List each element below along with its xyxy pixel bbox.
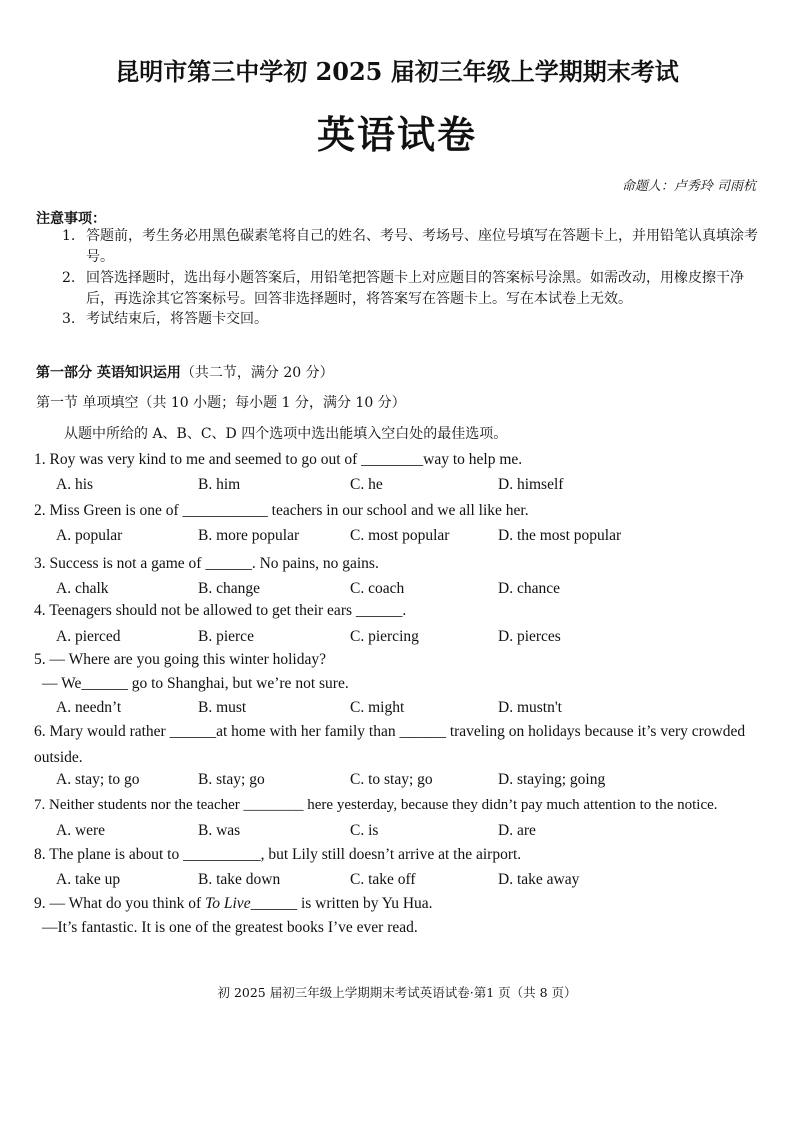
option-b: B. take down bbox=[198, 871, 281, 888]
question-stem: 8. The plane is about to __________, but Lily still doesn’t arrive at the airport. bbox=[34, 846, 522, 863]
page-footer: 初 2025 届初三年级上学期期末考试英语试卷·第1 页（共 8 页） bbox=[217, 985, 577, 1000]
notice-item-text: 考试结束后，将答题卡交回。 bbox=[86, 311, 268, 327]
option-d: D. are bbox=[498, 822, 536, 839]
option-a: A. take up bbox=[56, 871, 121, 888]
section-instruction: 从题中所给的 A、B、C、D 四个选项中选出能填入空白处的最佳选项。 bbox=[64, 426, 508, 442]
option-a: A. were bbox=[56, 822, 106, 839]
option-b: B. was bbox=[198, 822, 241, 839]
option-b: B. must bbox=[198, 699, 247, 716]
option-d: D. pierces bbox=[498, 628, 561, 645]
option-c: C. is bbox=[350, 822, 379, 839]
notice-heading: 注意事项： bbox=[36, 211, 106, 227]
notice-item bbox=[62, 226, 768, 268]
question-setters: 命题人：卢秀玲 司雨杭 bbox=[621, 179, 756, 194]
option-b: B. stay; go bbox=[198, 771, 265, 788]
notice-item-text: 答题前，考生务必用黑色碳素笔将自己的姓名、考号、考场号、座位号填写在答题卡上，并用铅笔认真填涂考号。 bbox=[86, 228, 758, 265]
question-stem bbox=[34, 895, 433, 913]
option-c: C. might bbox=[350, 699, 405, 716]
option-c: C. to stay; go bbox=[350, 771, 433, 788]
question-stem: 6. Mary would rather ______at home with her family than ______ traveling on holidays because it’s very crowded outside. bbox=[34, 723, 746, 766]
question-reply: — We______ go to Shanghai, but we’re not sure. bbox=[42, 675, 349, 692]
question-reply: —It’s fantastic. It is one of the greatest books I’ve ever read. bbox=[42, 919, 418, 936]
part-note: （共二节，满分 20 分） bbox=[180, 365, 334, 381]
book-title: To Live bbox=[205, 895, 251, 912]
option-c: C. he bbox=[350, 476, 383, 493]
notice-item-number: 3. bbox=[62, 311, 76, 327]
option-c: C. most popular bbox=[350, 527, 450, 544]
exam-subtitle: 英语试卷 bbox=[316, 112, 477, 157]
question-stem: 7. Neither students nor the teacher ________ here yesterday, because they didn’t pay much attention to the notice. bbox=[34, 797, 718, 813]
part-heading bbox=[36, 362, 334, 382]
option-a: A. pierced bbox=[56, 628, 121, 645]
question-stem: 5. — Where are you going this winter holiday? bbox=[34, 651, 326, 668]
question-stem-part: ______ is written by Yu Hua. bbox=[250, 895, 433, 912]
question-stem: 3. Success is not a game of ______. No pains, no gains. bbox=[34, 555, 379, 572]
option-c: C. piercing bbox=[350, 628, 419, 645]
option-d: D. staying; going bbox=[498, 771, 606, 788]
option-a: A. his bbox=[56, 476, 94, 493]
question-stem-part: 9. — What do you think of bbox=[34, 895, 206, 912]
part-title: 第一部分 英语知识运用 bbox=[36, 365, 181, 381]
option-b: B. him bbox=[198, 476, 241, 493]
option-a: A. stay; to go bbox=[56, 771, 140, 788]
option-b: B. more popular bbox=[198, 527, 300, 544]
option-a: A. popular bbox=[56, 527, 123, 544]
question-stem: 2. Miss Green is one of ___________ teachers in our school and we all like her. bbox=[34, 502, 529, 519]
option-c: C. take off bbox=[350, 871, 416, 888]
option-d: D. the most popular bbox=[498, 527, 622, 544]
notice-item-number: 2. bbox=[62, 270, 76, 286]
option-d: D. himself bbox=[498, 476, 564, 493]
option-b: B. change bbox=[198, 580, 260, 597]
option-a: A. chalk bbox=[56, 580, 109, 597]
option-a: A. needn’t bbox=[56, 699, 122, 716]
notice-item bbox=[62, 309, 768, 330]
option-d: D. take away bbox=[498, 871, 580, 888]
notice-item-text: 回答选择题时，选出每小题答案后，用铅笔把答题卡上对应题目的答案标号涂黑。如需改动，用橡皮擦干净后，再选涂其它答案标号。回答非选择题时，将答案写在答题卡上。写在本试卷上无效。 bbox=[86, 270, 744, 307]
notice-item bbox=[62, 268, 768, 310]
notice-item-number: 1. bbox=[62, 228, 76, 244]
question-stem: 1. Roy was very kind to me and seemed to go out of ________way to help me. bbox=[34, 451, 523, 468]
option-d: D. mustn't bbox=[498, 699, 562, 716]
section-heading: 第一节 单项填空（共 10 小题；每小题 1 分，满分 10 分） bbox=[36, 395, 406, 411]
exam-title: 昆明市第三中学初 2025 届初三年级上学期期末考试 bbox=[115, 57, 679, 86]
option-c: C. coach bbox=[350, 580, 405, 597]
question-stem: 4. Teenagers should not be allowed to get their ears ______. bbox=[34, 602, 407, 619]
option-b: B. pierce bbox=[198, 628, 254, 645]
option-d: D. chance bbox=[498, 580, 560, 597]
